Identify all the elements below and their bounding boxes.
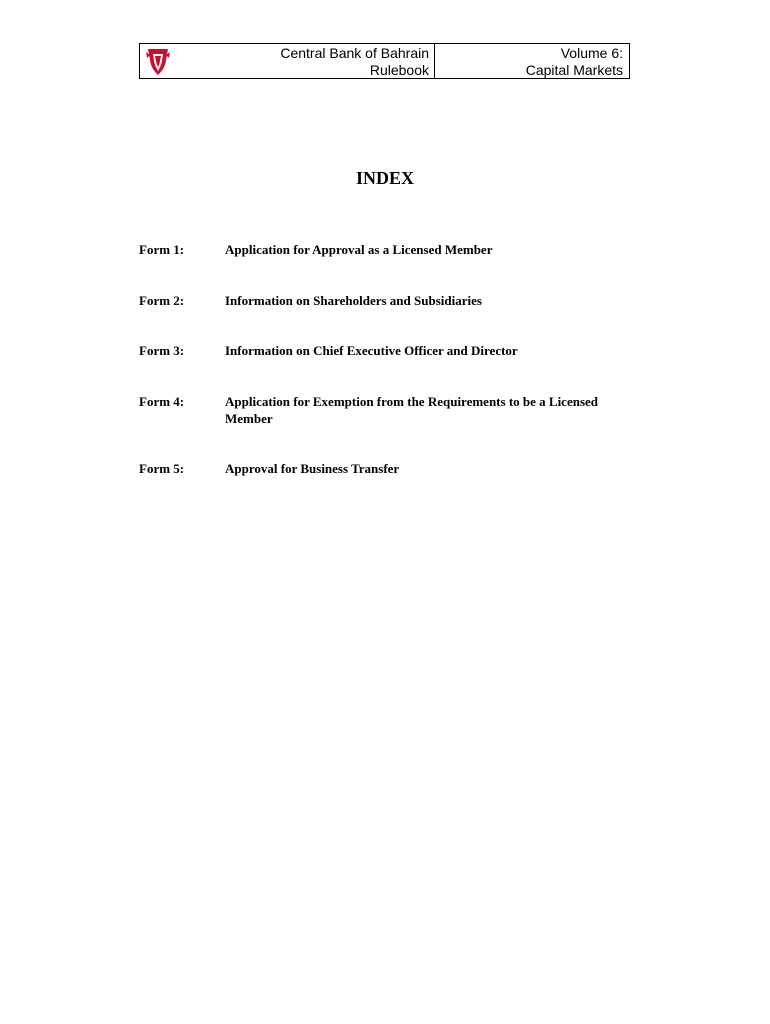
form-title: Application for Approval as a Licensed Member <box>225 242 493 257</box>
form-title: Application for Exemption from the Requirements to be a Licensed Member <box>225 394 599 426</box>
form-title: Information on Chief Executive Officer and Director <box>225 343 518 358</box>
page-header <box>139 43 630 79</box>
header-volume: Volume 6: <box>560 45 623 61</box>
logo <box>140 44 176 78</box>
form-number: Form 1: <box>139 242 185 257</box>
form-number: Form 4: <box>139 394 185 409</box>
page-title: INDEX <box>355 168 414 188</box>
header-doc: Rulebook <box>369 62 429 78</box>
header-left <box>176 44 435 78</box>
form-number: Form 3: <box>139 343 185 358</box>
form-number: Form 2: <box>139 293 185 308</box>
form-number: Form 5: <box>139 461 185 476</box>
header-org: Central Bank of Bahrain <box>280 45 429 61</box>
header-right <box>435 44 629 78</box>
header-volume-title: Capital Markets <box>525 62 623 78</box>
form-title: Information on Shareholders and Subsidiaries <box>225 293 482 308</box>
form-title: Approval for Business Transfer <box>225 461 400 476</box>
cbb-emblem-icon <box>144 46 172 76</box>
